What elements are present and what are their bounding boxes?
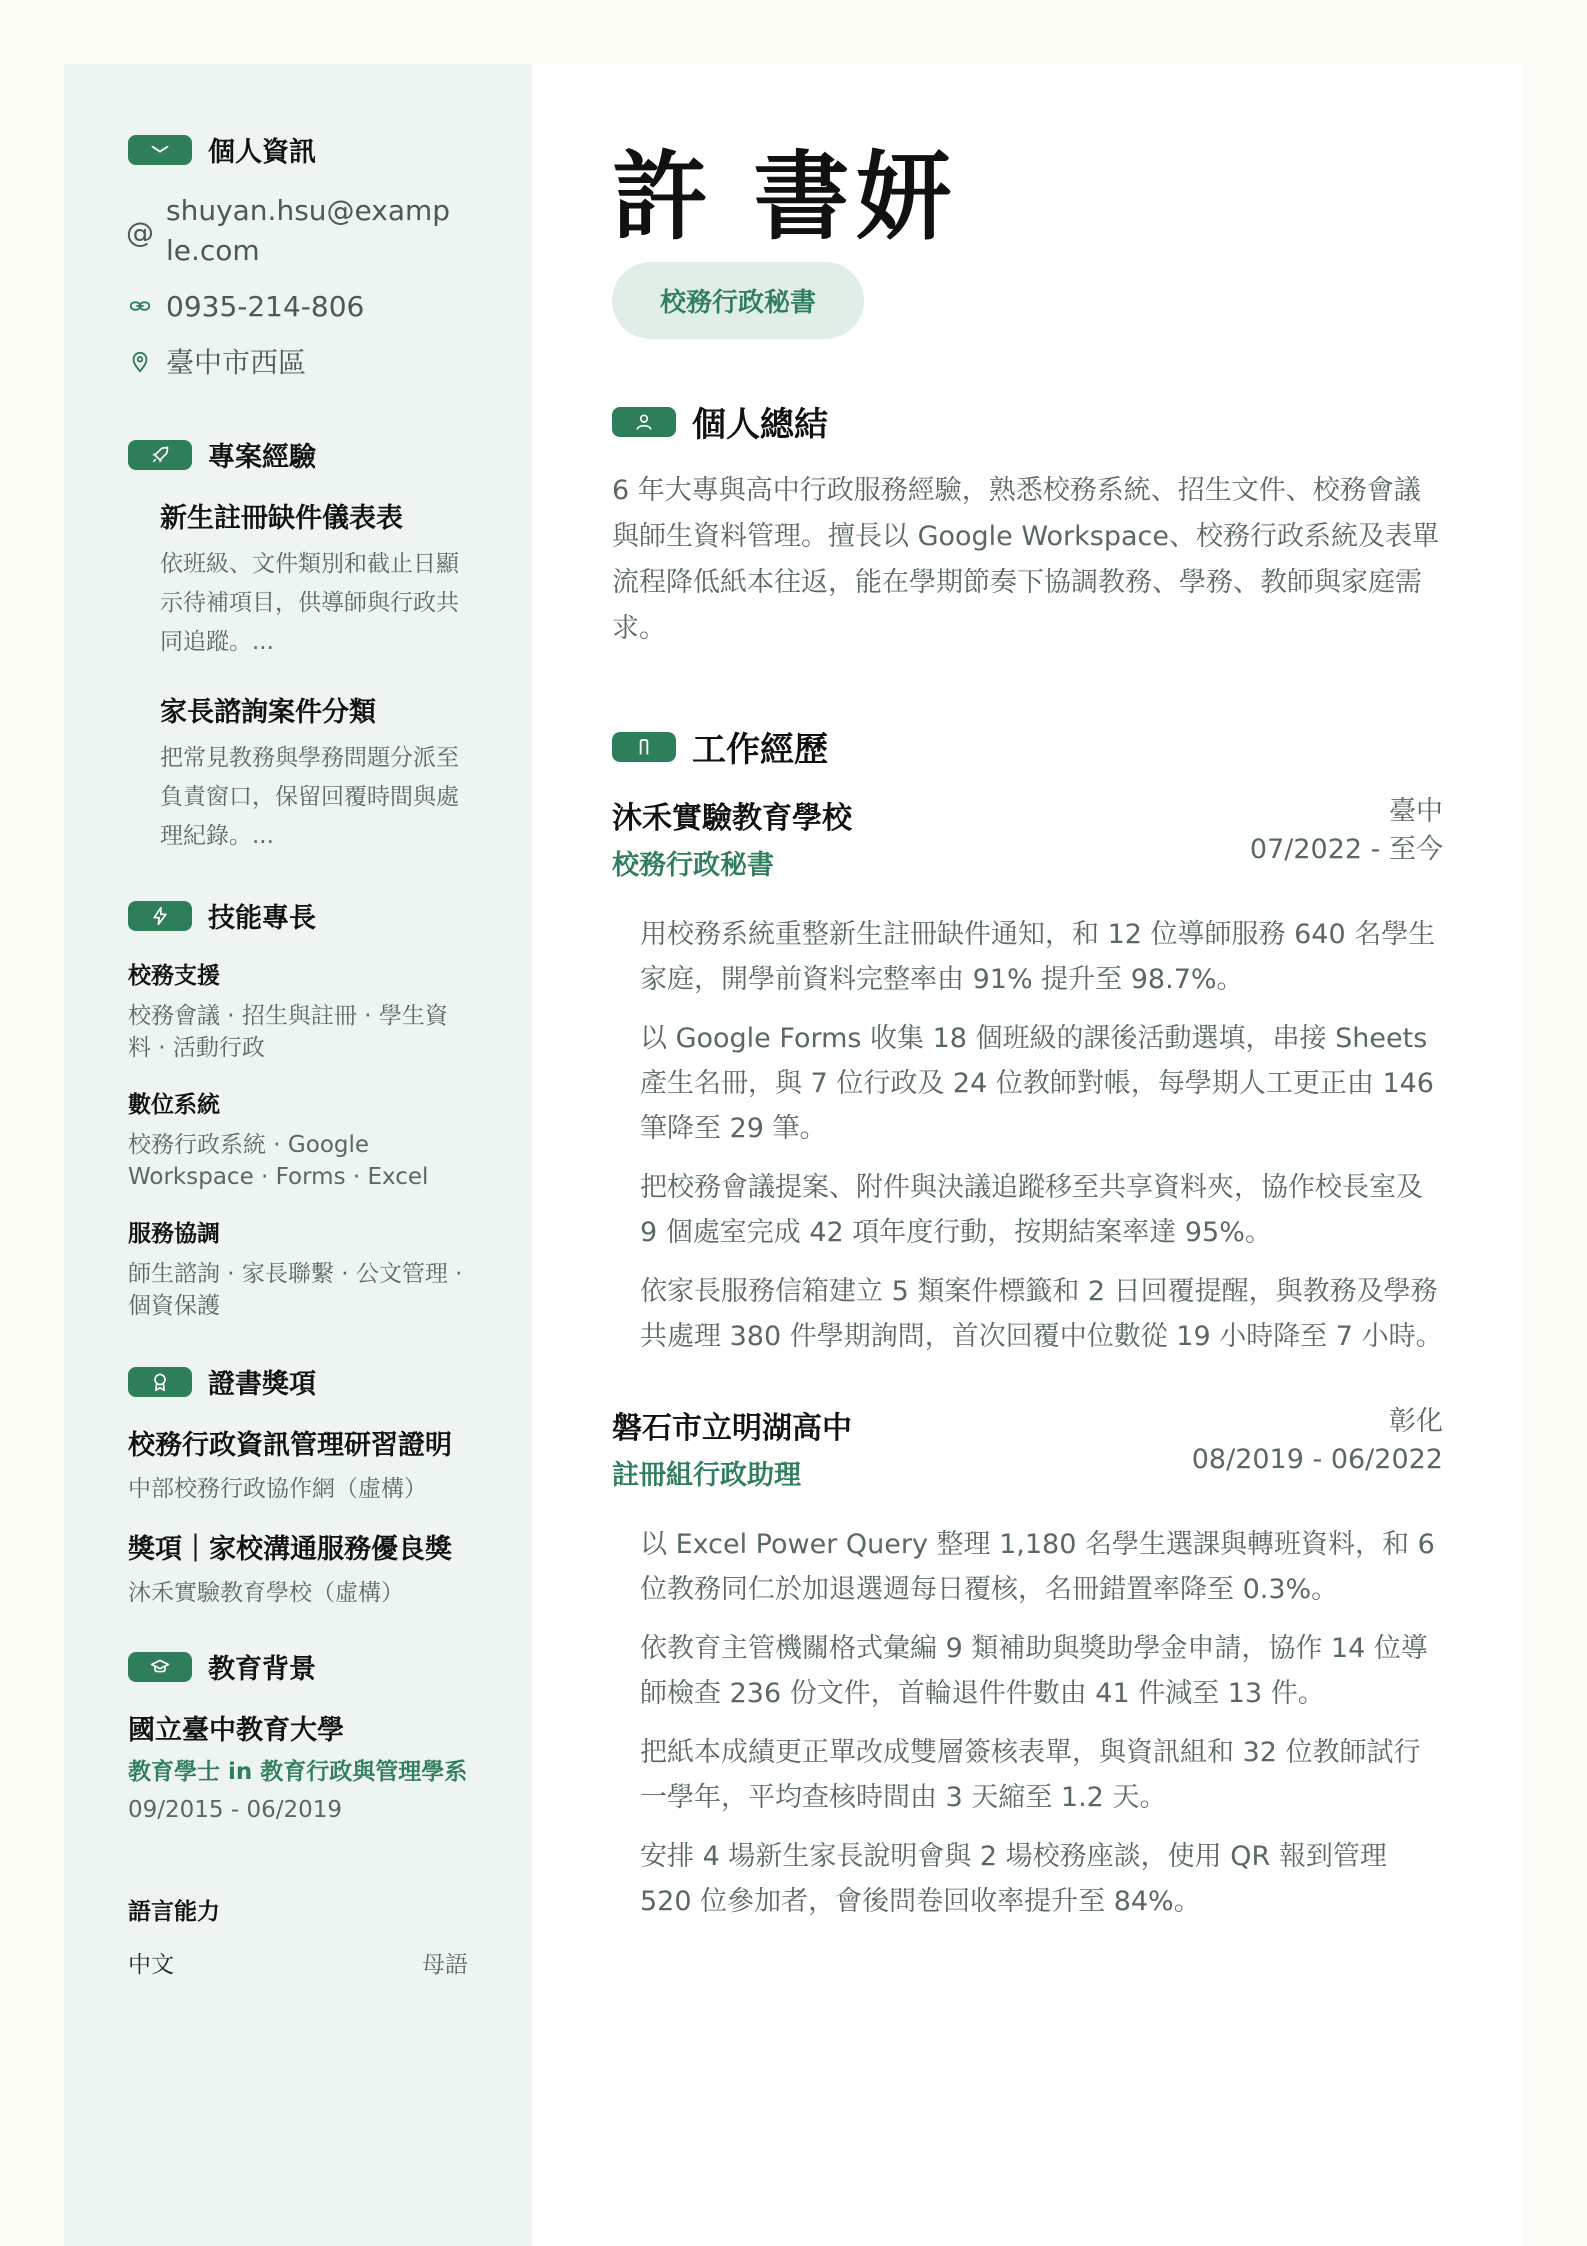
- projects-title: 專案經驗: [208, 442, 316, 473]
- experience-title: 工作經歷: [692, 730, 828, 770]
- phone-row[interactable]: [128, 287, 468, 327]
- job-dates: 07/2022 - 至今: [1249, 834, 1443, 865]
- skill-items: 校務行政系統 · Google Workspace · Forms · Excel: [128, 1132, 429, 1190]
- job-company: 磐石市立明湖高中: [612, 1411, 852, 1446]
- job-bullet: 把紙本成績更正單改成雙層簽核表單，與資訊組和 32 位教師試行一學年，平均查核時間由 3 天縮至 1.2 天。: [640, 1737, 1421, 1813]
- main-content: [532, 64, 1523, 2246]
- project-item: [160, 690, 468, 856]
- language-row: [128, 1946, 468, 1979]
- languages-section: [128, 1893, 468, 1979]
- job-bullet: 用校務系統重整新生註冊缺件通知，和 12 位導師服務 640 名學生家庭，開學前資料完整率由 91% 提升至 98.7%。: [640, 919, 1436, 995]
- cert-org: 中部校務行政協作網（虛構）: [128, 1476, 427, 1502]
- mail-icon: [128, 135, 192, 165]
- email-row[interactable]: [128, 191, 468, 271]
- job-bullet: 依教育主管機關格式彙編 9 類補助與獎助學金申請，協作 14 位導師檢查 236 份文件，首輪退件件數由 41 件減至 13 件。: [640, 1633, 1428, 1709]
- project-title: 家長諮詢案件分類: [160, 697, 376, 728]
- experience-section: [612, 722, 1443, 1924]
- award-icon: [128, 1367, 192, 1397]
- rocket-icon: [128, 440, 192, 470]
- resume-page: [64, 64, 1523, 2246]
- summary-section: [612, 397, 1443, 652]
- job-title: 註冊組行政助理: [612, 1460, 801, 1491]
- skill-category: 服務協調: [128, 1221, 220, 1247]
- project-title: 新生註冊缺件儀表表: [160, 503, 403, 534]
- sidebar: [64, 64, 532, 2246]
- job-bullet: 安排 4 場新生家長說明會與 2 場校務座談，使用 QR 報到管理 520 位參加者，會後問卷回收率提升至 84%。: [640, 1841, 1387, 1917]
- edu-dates: 09/2015 - 06/2019: [128, 1797, 343, 1823]
- language-name: 中文: [128, 1952, 174, 1978]
- project-item: [160, 496, 468, 662]
- job-entry: [612, 793, 1443, 1359]
- location-pin-icon: [128, 343, 152, 373]
- cert-org: 沐禾實驗教育學校（虛構）: [128, 1580, 404, 1606]
- user-icon: [612, 407, 676, 437]
- email-text[interactable]: shuyan.hsu@example.com: [166, 194, 451, 267]
- language-level: 母語: [422, 1952, 468, 1978]
- skill-category: 校務支援: [128, 963, 220, 989]
- lightning-icon: [128, 901, 192, 931]
- briefcase-icon: [612, 732, 676, 762]
- location-text: 臺中市西區: [166, 346, 307, 379]
- job-entry: [612, 1403, 1443, 1924]
- edu-school: 國立臺中教育大學: [128, 1715, 344, 1746]
- job-bullet: 把校務會議提案、附件與決議追蹤移至共享資料夾，協作校長室及 9 個處室完成 42 項年度行動，按期結案率達 95%。: [640, 1172, 1423, 1248]
- job-location: 臺中: [1389, 796, 1443, 827]
- skill-items: 校務會議 · 招生與註冊 · 學生資料 · 活動行政: [128, 1003, 448, 1061]
- personal-info-title: 個人資訊: [208, 137, 316, 168]
- link-icon: [128, 287, 152, 317]
- cert-name: 校務行政資訊管理研習證明: [128, 1430, 452, 1461]
- job-location: 彰化: [1389, 1406, 1443, 1437]
- graduation-cap-icon: [128, 1652, 192, 1682]
- skills-section: [128, 896, 468, 1322]
- certs-title: 證書獎項: [208, 1369, 316, 1400]
- education-section: [128, 1647, 468, 1823]
- languages-title: 語言能力: [128, 1899, 220, 1925]
- project-desc: 把常見教務與學務問題分派至負責窗口，保留回覆時間與處理紀錄。...: [160, 745, 459, 849]
- skill-items: 師生諮詢 · 家長聯繫 · 公文管理 · 個資保護: [128, 1261, 463, 1319]
- person-name: 許 書妍: [612, 141, 958, 253]
- certs-section: [128, 1362, 468, 1607]
- skills-title: 技能專長: [208, 903, 316, 934]
- summary-title: 個人總結: [692, 405, 828, 445]
- job-company: 沐禾實驗教育學校: [612, 801, 852, 836]
- job-title: 校務行政秘書: [612, 850, 774, 881]
- cert-name: 獎項｜家校溝通服務優良獎: [128, 1534, 452, 1565]
- personal-info-section: [128, 130, 468, 383]
- job-dates: 08/2019 - 06/2022: [1191, 1444, 1443, 1475]
- job-bullet: 以 Google Forms 收集 18 個班級的課後活動選填，串接 Sheets 產生名冊，與 7 位行政及 24 位教師對帳，每學期人工更正由 146 筆降至 29 筆。: [640, 1023, 1434, 1144]
- education-title: 教育背景: [208, 1654, 316, 1685]
- summary-text: 6 年大專與高中行政服務經驗，熟悉校務系統、招生文件、校務會議與師生資料管理。擅長以 Google Workspace、校務行政系統及表單流程降低紙本往返，能在學期節奏下協調教務、學務、教師與家庭需求。: [612, 475, 1439, 644]
- edu-degree: 教育學士 in 教育行政與管理學系: [128, 1759, 468, 1785]
- job-bullet: 以 Excel Power Query 整理 1,180 名學生選課與轉班資料，和 6 位教務同仁於加退選週每日覆核，名冊錯置率降至 0.3%。: [640, 1529, 1435, 1605]
- skill-category: 數位系統: [128, 1092, 220, 1118]
- job-bullet: 依家長服務信箱建立 5 類案件標籤和 2 日回覆提醒，與教務及學務共處理 380 件學期詢問，首次回覆中位數從 19 小時降至 7 小時。: [640, 1276, 1443, 1352]
- location-row: [128, 343, 468, 383]
- at-icon: @: [126, 216, 154, 249]
- role-badge: 校務行政秘書: [612, 262, 864, 339]
- phone-text[interactable]: 0935-214-806: [166, 290, 365, 323]
- project-desc: 依班級、文件類別和截止日顯示待補項目，供導師與行政共同追蹤。...: [160, 551, 459, 655]
- projects-section: [128, 435, 468, 856]
